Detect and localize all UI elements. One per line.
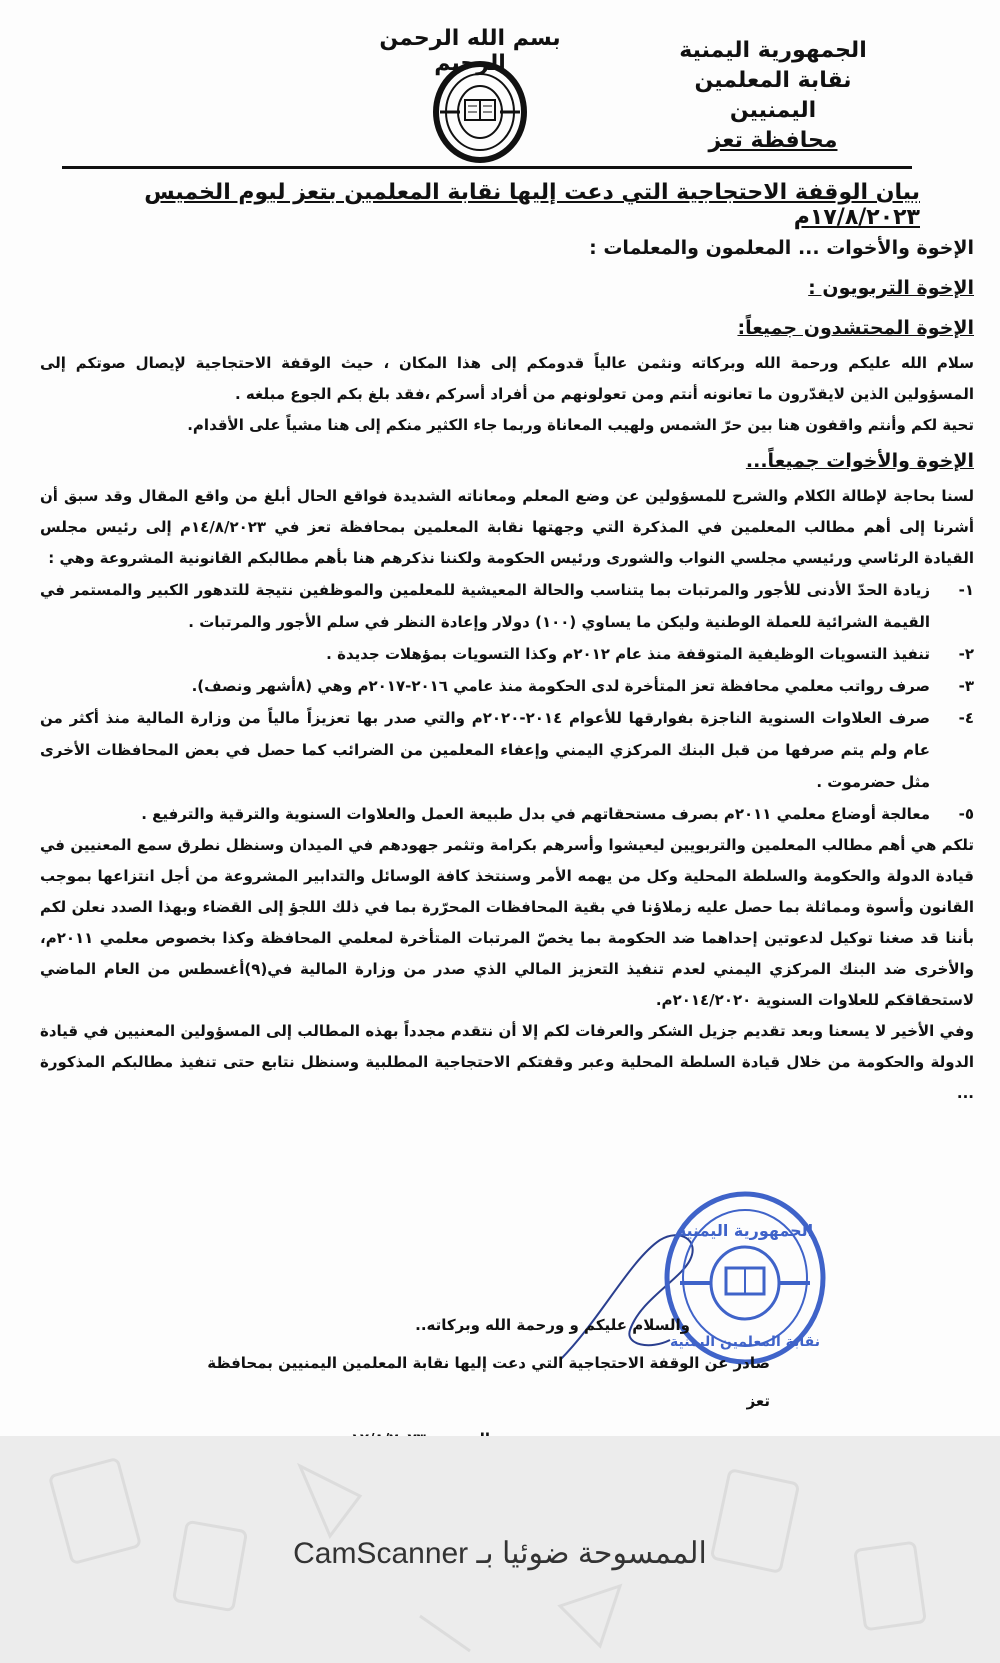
- demand-number: ١-: [958, 581, 974, 599]
- camscanner-footer: [0, 1436, 1000, 1663]
- demand-text: صرف العلاوات السنوية الناجزة بفوارقها للأعوام ٢٠١٤-٢٠٢٠م والتي صدر بها تعزيزاً مالياً من وزارة المالية منذ أكثر من عام ولم يتم صرفها من قبل البنك المركزي اليمني وإعفاء المعلمين من الضرائب كما حصل في بعض المحافظات الأخرى مثل حضرموت .: [40, 709, 930, 791]
- statement-body: [40, 228, 974, 1109]
- demand-text: معالجة أوضاع معلمي ٢٠١١م بصرف مستحقاتهم في بدل طبيعة العمل والعلاوات السنوية والترقية والترفيع .: [141, 805, 930, 823]
- closing-greeting: والسلام عليكم و ورحمة الله وبركاته..: [415, 1316, 690, 1334]
- demand-item: [40, 638, 974, 670]
- demand-text: زيادة الحدّ الأدنى للأجور والمرتبات بما يتناسب والحالة المعيشية للمعلمين والموظفين نتيجة للتدهور الكبير والمستمر في القيمة الشرائية للعملة الوطنية وليكن ما يساوي (١٠٠) دولار وإعادة النظر في سلم الأجور والمرتبات .: [40, 581, 930, 631]
- header-divider: [62, 166, 912, 169]
- demand-item: [40, 702, 974, 798]
- demand-item: [40, 670, 974, 702]
- salutation-2: الإخوة التربويون :: [808, 277, 974, 299]
- demand-item: [40, 574, 974, 638]
- demands-intro-paragraph: لسنا بحاجة لإطالة الكلام والشرح للمسؤولين عن وضع المعلم ومعاناته الشديدة فواقع الحال أبلغ من واقع المقال وقد سبق أن أشرنا إلى أهم مطالب المعلمين في المذكرة التي وجهتها نقابة المعلمين بمحافظة تعز في ١٤/٨/٢٠٢٣م إلى رئيس مجلس القيادة الرئاسي ورئيسي مجلسي النواب والشورى ورئيس الحكومة ولكننا نذكرهم هنا بأهم مطالبكم القانونية المشروعة وهي :: [40, 487, 974, 567]
- demands-list: [40, 574, 974, 830]
- country-name: الجمهورية اليمنية: [679, 38, 867, 63]
- issuer-line: صادر عن الوقفة الاحتجاجية التي دعت إليها نقابة المعلمين اليمنيين بمحافظة تعز: [207, 1354, 770, 1410]
- salutation-3: الإخوة المحتشدون جميعاً:: [737, 317, 974, 339]
- followup-paragraph: تلكم هي أهم مطالب المعلمين والتربويين ليعيشوا وأسرهم بكرامة وتثمر جهودهم في الميدان وسنظل نطرق سمع المعنيين في قيادة الدولة والحكومة والسلطة المحلية وكل من يهمه الأمر وسنتخذ كافة الوسائل والتدابير المشروعة من أجل انتزاعها بموجب القانون وأسوة ومماثلة بما حصل عليه زملاؤنا في بقية المحافظات المحرّرة بما في ذلك اللجؤ إلى القضاء وبهذا الصدد نعلن لكم بأننا قد صغنا توكيل لدعوتين إحداهما ضد الحكومة بما يخصّ المرتبات المتأخرة لمعلمي المحافظة وكذا بخصوص معلمي ٢٠١١م، والأخرى ضد البنك المركزي اليمني لعدم تنفيذ التعزيز المالي الذي صدر من وزارة المالية في(٩)أغسطس من العام الماضي لاستحقاقكم للعلاوات السنوية ٢٠١٤/٢٠٢٠م.: [40, 836, 974, 1009]
- stamp-bottom-text: نقابة المعلمين اليمنية: [670, 1334, 820, 1350]
- union-logo-icon: [430, 60, 530, 170]
- basmala: بسم الله الرحمن الرحيم: [379, 26, 561, 76]
- governorate-name: محافظة تعز: [708, 128, 838, 153]
- demand-number: ٤-: [958, 709, 974, 727]
- demand-text: صرف رواتب معلمي محافظة تعز المتأخرة لدى الحكومة منذ عامي ٢٠١٦-٢٠١٧م وهي (٨أشهر ونصف).: [191, 677, 930, 695]
- intro-paragraph-2: تحية لكم وأنتم واقفون هنا بين حرّ الشمس ولهيب المعاناة وربما جاء الكثير منكم إلى هنا مشياً على الأقدام.: [187, 416, 974, 434]
- final-paragraph: وفي الأخير لا يسعنا وبعد تقديم جزيل الشكر والعرفات لكم إلا أن نتقدم مجدداً بهذه المطالب إلى المسؤولين المعنيين في قيادة الدولة والحكومة من خلال قيادة السلطة المحلية وعبر وقفتكم الاحتجاجية المطلبية وسنظل نتابع حتى تنفيذ مطالبكم المذكورة ...: [40, 1022, 974, 1102]
- demand-number: ٢-: [958, 645, 974, 663]
- demand-text: تنفيذ التسويات الوظيفية المتوقفة منذ عام ٢٠١٢م وكذا التسويات بمؤهلات جديدة .: [326, 645, 930, 663]
- camscanner-watermark: الممسوحة ضوئيا بـ CamScanner: [293, 1537, 707, 1570]
- salutation-4: الإخوة والأخوات جميعاً...: [745, 450, 974, 472]
- stamp-top-text: الجمهورية اليمنية: [676, 1221, 814, 1240]
- demand-item: [40, 798, 974, 830]
- intro-paragraph-1: سلام الله عليكم ورحمة الله وبركاته ونثمن عالياً قدومكم إلى هذا المكان ، حيث الوقفة الاحتجاجية لإيصال صوتكم إلى المسؤولين الذين لايقدّرون ما تعانونه أنتم ومن تعولونهم من أفراد أسركم ،فقد بلغ بكم الجوع مبلغه .: [40, 354, 974, 403]
- salutation-1: الإخوة والأخوات ... المعلمون والمعلمات :: [589, 237, 974, 259]
- union-name: نقابة المعلمين اليمنيين: [694, 68, 852, 123]
- demand-number: ٥-: [958, 805, 974, 823]
- demand-number: ٣-: [958, 677, 974, 695]
- letterhead: [658, 36, 888, 156]
- statement-title: بيان الوقفة الاحتجاجية التي دعت إليها نقابة المعلمين بتعز ليوم الخميس ١٧/٨/٢٠٢٣م: [144, 180, 920, 230]
